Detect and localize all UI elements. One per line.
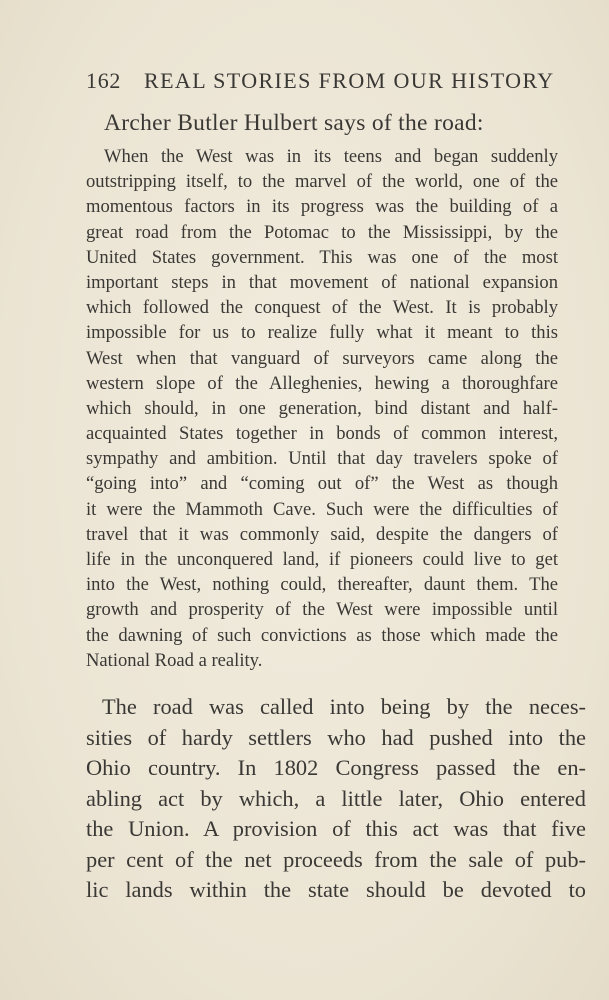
intro-line: Archer Butler Hulbert says of the road:: [104, 110, 484, 136]
quote-line: western slope of the Alleghenies, hewing a thoroughfare: [86, 372, 558, 394]
body-line: The road was called into being by the neces-: [102, 694, 586, 719]
quote-line: which followed the conquest of the West. It is probably: [86, 297, 558, 319]
quote-line: United States government. This was one of the most: [86, 246, 558, 268]
quote-line: it were the Mammoth Cave. Such were the difficulties of: [86, 498, 558, 520]
body-line: lic lands within the state should be devoted to: [86, 877, 586, 902]
body-paragraph: [86, 692, 586, 906]
quote-line: National Road a reality.: [86, 649, 263, 671]
quote-line: which should, in one generation, bind distant and half-: [86, 397, 558, 419]
body-line: per cent of the net proceeds from the sale of pub-: [86, 846, 586, 872]
quote-line: acquainted States together in bonds of common interest,: [86, 423, 558, 445]
body-line: Ohio country. In 1802 Congress passed the en-: [86, 755, 586, 780]
quote-line: into the West, nothing could, thereafter, daunt them. The: [86, 574, 558, 596]
quote-line: When the West was in its teens and began suddenly: [104, 146, 558, 167]
quote-line: travel that it was commonly said, despite the dangers of: [86, 523, 558, 545]
page-header: [86, 64, 556, 98]
page-number: 162: [86, 68, 122, 93]
quote-line: sympathy and ambition. Until that day travelers spoke of: [86, 448, 558, 470]
quote-line: the dawning of such convictions as those which made the: [86, 624, 558, 646]
quote-line: outstripping itself, to the marvel of the world, one of the: [86, 171, 558, 193]
quote-line: West when that vanguard of surveyors came along the: [86, 347, 558, 369]
body-line: the Union. A provision of this act was that five: [86, 816, 586, 841]
body-line: abling act by which, a little later, Ohio entered: [86, 785, 586, 811]
running-head: REAL STORIES FROM OUR HISTORY: [144, 68, 555, 93]
quote-line: “going into” and “coming out of” the West as though: [86, 473, 558, 495]
quote-line: important steps in that movement of national expansion: [86, 271, 558, 293]
quote-line: growth and prosperity of the West were impossible until: [86, 599, 558, 621]
quote-line: impossible for us to realize fully what it meant to this: [86, 322, 558, 344]
block-quote: [86, 144, 558, 673]
body-line: sities of hardy settlers who had pushed into the: [86, 724, 586, 750]
quote-line: great road from the Potomac to the Mississippi, by the: [86, 221, 558, 243]
quote-line: momentous factors in its progress was the building of a: [86, 196, 558, 218]
quote-line: life in the unconquered land, if pioneers could live to get: [86, 549, 558, 570]
